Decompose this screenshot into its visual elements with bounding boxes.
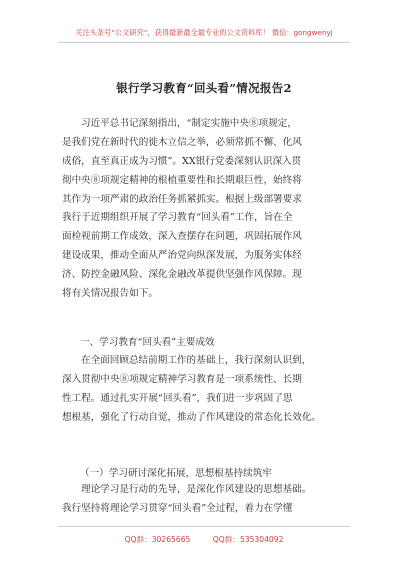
paragraph-1-line: 面检视前期工作成效，深入查摆存在问题，巩固拓展作风 — [62, 231, 302, 243]
paragraph-1-line: 彻中央⑧项规定精神的根植重要性和长期艰巨性，始终将 — [62, 174, 302, 186]
paragraph-1 — [62, 115, 352, 304]
paragraph-3-line: 我行坚持将理论学习贯穿“回头看”全过程，着力在学懂 — [62, 502, 293, 514]
header-divider — [58, 42, 350, 43]
footer-divider — [58, 526, 350, 527]
paragraph-1-line: 成俗，直至真正成为习惯”。XX银行党委深刻认识深入贯 — [62, 155, 302, 167]
paragraph-1-line: 我行于近期组织开展了学习教育“回头看”工作，旨在全 — [62, 212, 293, 224]
paragraph-2 — [62, 352, 352, 428]
footer-contact — [0, 534, 408, 545]
section-1-heading: 一、学习教育“回头看”主要成效 — [80, 337, 215, 348]
paragraph-2-line: 在全面回顾总结前期工作的基础上，我行深刻认识到， — [81, 355, 312, 366]
paragraph-1-line: 是我们党在新时代的徙木立信之举，必须常抓不懈、化风 — [62, 136, 302, 148]
paragraph-2-line: 深入贯彻中央⑧项规定精神学习教育是一项系统性、长期 — [62, 373, 302, 385]
paragraph-1-line: 建设成果，推动全面从严治党向纵深发展，为服务实体经 — [62, 250, 302, 262]
document-title: 银行学习教育“回头看”情况报告2 — [116, 81, 292, 95]
header-promo-banner: 关注头条号“公文研究”，获得最新最全最专业的公文资料库！ 微信：gongwenyj — [75, 28, 333, 37]
paragraph-2-line: 性工程。通过扎实开展“回头看”，我们进一步巩固了思 — [62, 392, 293, 404]
footer-qq-group-1: QQ群：30265665 — [124, 535, 191, 544]
paragraph-1-line: 其作为一项严肃的政治任务抓紧抓实。根据上级部署要求 — [62, 193, 302, 205]
paragraph-3 — [62, 481, 352, 519]
paragraph-1-line: 将有关情况报告如下。 — [62, 288, 158, 300]
paragraph-1-line: 习近平总书记深刻指出，“制定实施中央⑧项规定， — [81, 118, 297, 129]
paragraph-1-line: 济、防控金融风险、深化金融改革提供坚强作风保障。现 — [62, 269, 302, 281]
paragraph-3-line: 理论学习是行动的先导，是深化作风建设的思想基础。 — [81, 484, 312, 495]
subsection-1-heading: （一）学习研讨深化拓展，思想根基持续筑牢 — [80, 468, 272, 479]
footer-qq-group-2: QQ群：535304092 — [212, 535, 284, 544]
paragraph-2-line: 想根基，强化了行动自觉，推动了作风建设的常态化长效化。 — [62, 411, 322, 423]
